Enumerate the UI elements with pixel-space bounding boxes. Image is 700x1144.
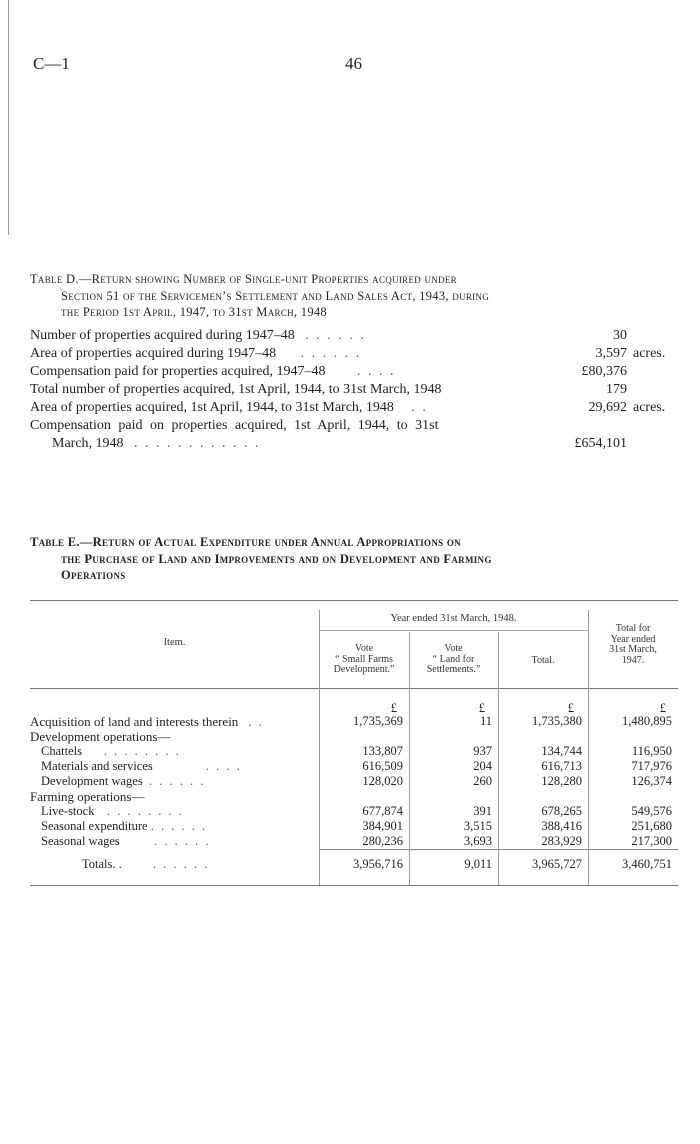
table-cell: 388,416: [541, 819, 582, 833]
margin-rule: [8, 0, 9, 235]
table-d-label: Table D.: [30, 272, 79, 286]
row-unit: acres.: [633, 346, 666, 361]
table-d-row: [30, 363, 680, 381]
table-e-title-line3: Operations: [61, 568, 126, 582]
table-cell: 616,713: [541, 759, 582, 773]
table-row-label: Development wages . . . . . .: [41, 774, 206, 788]
currency-symbol: £: [659, 701, 666, 715]
leader-dots: . . . . . .: [305, 328, 366, 343]
table-bottom-rule: [30, 885, 678, 886]
table-row-label: Seasonal wages . . . . . .: [41, 834, 211, 848]
table-row-label: Acquisition of land and interests therein . .: [30, 714, 264, 729]
row-label: Area of properties acquired during 1947–48: [30, 346, 277, 361]
leader-dots: . . . . . .: [300, 346, 362, 361]
table-row-label: Seasonal expenditure . . . . . .: [41, 819, 208, 833]
table-cell: 128,280: [541, 774, 582, 788]
currency-symbol: £: [567, 701, 574, 715]
totals-cell: 3,956,716: [353, 857, 403, 871]
row-value: 30: [613, 328, 627, 343]
row-label: Total number of properties acquired, 1st April, 1944, to 31st March, 1948: [30, 382, 442, 397]
table-cell: 391: [473, 804, 492, 818]
table-cell: 677,874: [362, 804, 403, 818]
totals-cell: 3,965,727: [532, 857, 582, 871]
table-cell: 126,374: [631, 774, 672, 788]
table-cell: 3,515: [463, 819, 492, 833]
table-cell: 11: [479, 714, 492, 728]
table-d-row: [30, 381, 680, 399]
currency-symbol: £: [478, 701, 485, 715]
vote-small-farms-header: Vote “ Small Farms Development.”: [333, 643, 395, 675]
row-label: Area of properties acquired, 1st April, 1944, to 31st March, 1948: [30, 400, 394, 415]
row-value: 179: [606, 382, 627, 397]
currency-symbol: £: [390, 701, 397, 715]
table-d-title-line2: Section 51 of the Servicemen’s Settlement and Land Sales Act, 1943, during: [61, 288, 490, 303]
table-cell: 260: [473, 774, 492, 788]
table-cell: 134,744: [541, 744, 582, 758]
totals-cell: 3,460,751: [622, 857, 672, 871]
table-d-list: [30, 327, 680, 453]
table-d-title-line1: —Return showing Number of Single-unit Properties acquired under: [78, 272, 457, 286]
year-span-rule: [319, 630, 588, 631]
table-e-title: [30, 534, 678, 584]
row-value: 29,692: [588, 400, 627, 415]
row-value: £654,101: [574, 436, 627, 451]
total-header: Total.: [531, 655, 555, 666]
table-cell: 128,020: [362, 774, 403, 788]
year-ended-header: Year ended 31st March, 1948.: [390, 613, 517, 624]
row-unit: acres.: [633, 400, 666, 415]
table-top-rule: [30, 600, 678, 601]
leader-dots: . . . . . . . . . . . .: [134, 436, 261, 451]
table-cell: 1,480,895: [622, 714, 672, 728]
table-e-label: Table E.: [30, 535, 80, 549]
item-header: Item.: [163, 637, 186, 648]
table-e-title-line2: the Purchase of Land and Improvements and on Development and Farming: [61, 551, 492, 566]
table-row-label: Development operations—: [30, 729, 171, 744]
table-row-label: Farming operations—: [30, 789, 145, 804]
table-cell: 937: [473, 744, 492, 758]
table-cell: 283,929: [541, 834, 582, 848]
table-row-label: Chattels . . . . . . . .: [41, 744, 181, 758]
table-d-row: [30, 399, 680, 417]
table-e-title-line1: —Return of Actual Expenditure under Annual Appropriations on: [79, 535, 461, 549]
table-cell: 217,300: [631, 834, 672, 848]
table-d-row: [30, 435, 680, 453]
row-label: Compensation paid for properties acquired, 1947–48: [30, 364, 326, 379]
column-divider: [498, 632, 499, 885]
table-d-row: [30, 345, 680, 363]
table-cell: 384,901: [362, 819, 403, 833]
row-label: March, 1948: [52, 436, 124, 451]
table-cell: 549,576: [631, 804, 672, 818]
table-cell: 116,950: [631, 744, 672, 758]
row-label: Number of properties acquired during 1947–48: [30, 328, 295, 343]
table-cell: 678,265: [541, 804, 582, 818]
row-value: £80,376: [581, 364, 627, 379]
table-cell: 3,693: [463, 834, 492, 848]
leader-dots: . . . .: [356, 364, 396, 379]
table-row-label: Materials and services . . . .: [41, 759, 242, 773]
page-number: 46: [345, 54, 362, 73]
table-cell: 616,509: [362, 759, 403, 773]
vote-land-header: Vote “ Land for Settlements.”: [426, 643, 481, 675]
table-cell: 204: [473, 759, 492, 773]
totals-rule: [320, 849, 678, 850]
total-prev-header: Total for Year ended 31st March, 1947.: [609, 623, 657, 666]
table-d-row: [30, 417, 680, 435]
table-cell: 1,735,369: [353, 714, 403, 728]
row-label: Compensation paid on properties acquired, 1st April, 1944, to 31st: [30, 418, 439, 433]
table-cell: 251,680: [631, 819, 672, 833]
row-value: 3,597: [595, 346, 627, 361]
table-cell: 1,735,380: [532, 714, 582, 728]
table-row-label: Live-stock . . . . . . . .: [41, 804, 184, 818]
header-bottom-rule: [30, 688, 678, 689]
table-cell: 280,236: [362, 834, 403, 848]
totals-label: Totals. . . . . . . .: [82, 857, 210, 871]
leader-dots: . .: [411, 400, 428, 415]
totals-cell: 9,011: [464, 857, 492, 871]
table-d-row: [30, 327, 680, 345]
section-code: C—1: [33, 54, 70, 73]
table-cell: 133,807: [362, 744, 403, 758]
table-d-title: [30, 271, 678, 321]
table-d-title-line3: the Period 1st April, 1947, to 31st March, 1948: [61, 305, 327, 319]
table-cell: 717,976: [631, 759, 672, 773]
